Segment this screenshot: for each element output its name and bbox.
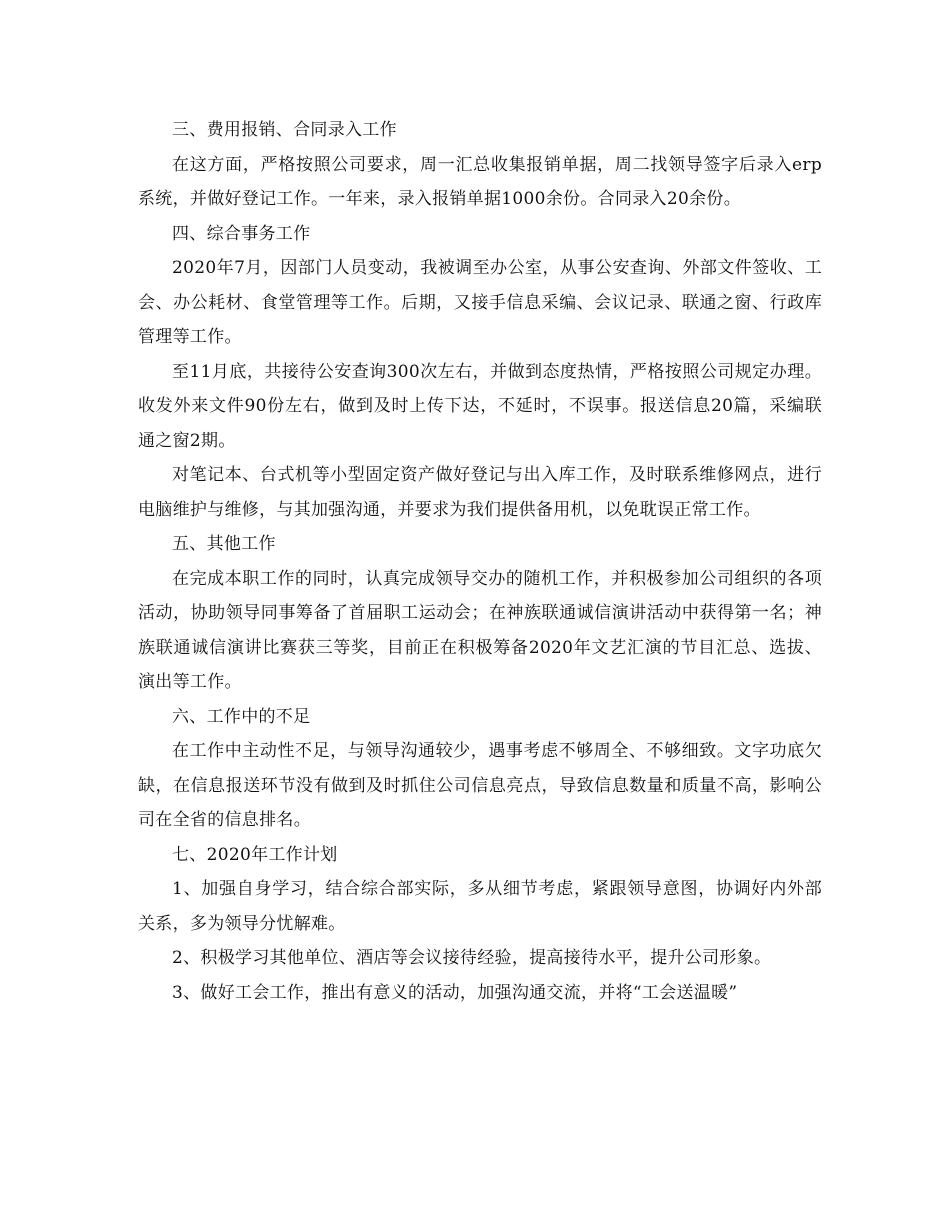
paragraph-asset-management: 对笔记本、台式机等小型固定资产做好登记与出入库工作，及时联系维修网点，进行电脑维护与维修，与其加强沟通，并要求为我们提供备用机，以免耽误正常工作。 <box>138 465 822 520</box>
section-heading-expense: 三、费用报销、合同录入工作 <box>172 120 397 140</box>
document-body <box>138 113 822 1010</box>
paragraph-other-work: 在完成本职工作的同时，认真完成领导交办的随机工作，并积极参加公司组织的各项活动，协助领导同事筹备了首届职工运动会；在神族联通诚信演讲活动中获得第一名；神族联通诚信演讲比赛获三等奖，目前正在积极筹备2020年文艺汇演的节目汇总、选拔、演出等工作。 <box>138 568 822 692</box>
section-heading-work-plan: 七、2020年工作计划 <box>172 844 338 865</box>
paragraph-shortcomings: 在工作中主动性不足，与领导沟通较少，遇事考虑不够周全、不够细致。文字功底欠缺，在信息报送环节没有做到及时抓住公司信息亮点，导致信息数量和质量不高，影响公司在全省的信息排名。 <box>138 741 822 830</box>
paragraph-expense-detail: 在这方面，严格按照公司要求，周一汇总收集报销单据，周二找领导签字后录入erp系统，并做好登记工作。一年来，录入报销单据1000余份。合同录入20余份。 <box>138 154 822 209</box>
paragraph-general-affairs: 2020年7月，因部门人员变动，我被调至办公室，从事公安查询、外部文件签收、工会、办公耗材、食堂管理等工作。后期，又接手信息采编、会议记录、联通之窗、行政库管理等工作。 <box>138 258 822 347</box>
plan-item-2: 2、积极学习其他单位、酒店等会议接待经验，提高接待水平，提升公司形象。 <box>172 948 772 968</box>
paragraph-reception-stats: 至11月底，共接待公安查询300次左右，并做到态度热情，严格按照公司规定办理。收发外来文件90份左右，做到及时上传下达，不延时，不误事。报送信息20篇，采编联通之窗2期。 <box>138 361 822 451</box>
plan-item-1: 1、加强自身学习，结合综合部实际，多从细节考虑，紧跟领导意图，协调好内外部关系，多为领导分忧解难。 <box>138 879 822 934</box>
plan-item-3: 3、做好工会工作，推出有意义的活动，加强沟通交流，并将“工会送温暖” <box>172 982 738 1003</box>
section-heading-other-work: 五、其他工作 <box>172 534 276 554</box>
section-heading-shortcomings: 六、工作中的不足 <box>172 706 311 727</box>
section-heading-general-affairs: 四、综合事务工作 <box>172 223 311 244</box>
